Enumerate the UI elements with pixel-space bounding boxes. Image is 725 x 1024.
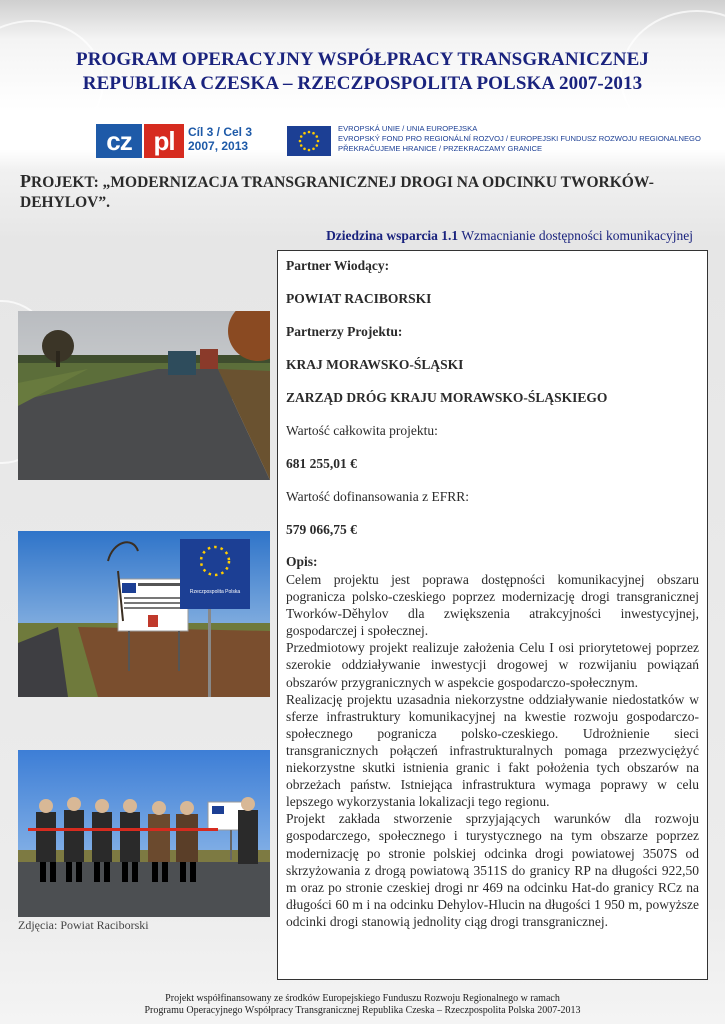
project-prefix-first: P <box>20 171 31 191</box>
partners-label: Partnerzy Projektu: <box>286 324 403 339</box>
eu-line: EVROPSKÝ FOND PRO REGIONÁLNÍ ROZVOJ / EUROPEJSKI FUNDUSZ ROZWOJU REGIONALNEGO <box>338 134 701 143</box>
total-value: 681 255,01 € <box>286 456 357 471</box>
eu-star-icon <box>299 140 302 143</box>
total-value-label: Wartość całkowita projektu: <box>286 423 438 438</box>
eu-star-icon <box>312 147 315 150</box>
eu-flag-icon <box>287 126 331 156</box>
lead-partner-label: Partner Wiodący: <box>286 258 390 273</box>
eu-star-icon <box>308 149 311 152</box>
eu-star-icon <box>300 135 303 138</box>
efrr-value-label: Wartość dofinansowania z EFRR: <box>286 489 470 504</box>
support-area <box>0 228 693 244</box>
partner-1: KRAJ MORAWSKO-ŚLĄSKI <box>286 357 464 372</box>
eu-star-icon <box>308 131 311 134</box>
czpl-logo <box>96 124 256 158</box>
project-title-text: : „MODERNIZACJA TRANSGRANICZNEJ DROGI NA ODCINKU TWORKÓW-DEHYLOV”. <box>20 174 654 211</box>
program-title-line2: REPUBLIKA CZESKA – RZECZPOSPOLITA POLSKA 2007-2013 <box>82 73 643 94</box>
eu-line: PŘEKRAČUJEME HRANICE / PRZEKRACZAMY GRANICE <box>338 144 543 153</box>
eu-star-icon <box>317 140 320 143</box>
eu-star-icon <box>315 135 318 138</box>
sign-text: Rzeczpospolita Polska <box>189 589 241 595</box>
description-paragraph: Przedmiotowy projekt realizuje założenia Celu I osi priorytetowej poprzez szerokie oddziaływanie inwestycji drogowej w rozwijaniu powiązań obszarów przygranicznych w aspekcie gospodarczo-społecznym. <box>286 640 699 690</box>
eu-star-icon <box>303 132 306 135</box>
description-paragraph: Realizację projektu uzasadnia niekorzystne oddziaływanie niedostatków w sferze infrastruktury komunikacyjnej na kwestie rozwoju gospodarczo-społecznego pogranicza polsko-czeskiego. Udrożnienie sieci transgranicznych połączeń infrastrukturalnych pomaga przezwyciężyć niekorzystne skutki istnienia granic i fakt położenia tych obszarów na obrzeżach państw. Istniejąca infrastruktura wymaga poprawy w celu lepszego wykorzystania lokalizacji tego regionu. <box>286 691 699 810</box>
project-prefix-rest: ROJEKT <box>31 174 94 191</box>
description-paragraph: Celem projektu jest poprawa dostępności komunikacyjnej obszaru pogranicza polsko-czeskiego poprzez modernizację drogi transgranicznej Tworków-Děhylov dla zwiększenia atrakcyjności inwestycyjnej, gospodarczej i społecznej. <box>286 572 699 639</box>
description-paragraph: Projekt zakłada stworzenie sprzyjających warunków dla rozwoju gospodarczego, społecznego i turystycznego na tym obszarze poprzez modernizację po stronie polskiej odcinka drogi powiatowej 3507S od skrzyżowania z drogą powiatową 3511S do granicy RP na długości 922,50 m oraz po stronie czeskiej drogi nr 469 na odcinku Hat-do granicy RCz na długości 60 m i na odcinku Dehylov-Hlucin na długości 1 950 m, powyższe odcinki drogi stanowią jednolity ciąg drogi transgranicznej. <box>286 811 699 929</box>
eu-logo-text <box>338 124 701 154</box>
description-text <box>286 571 699 930</box>
support-area-label: Dziedzina wsparcia 1.1 <box>326 228 459 243</box>
logo-cz-text: cz <box>96 124 142 158</box>
description-label: Opis: <box>286 554 318 569</box>
footer-line1: Projekt współfinansowany ze środków Europejskiego Funduszu Rozwoju Regionalnego w ramach <box>165 993 560 1004</box>
project-title <box>20 171 720 213</box>
logo-cil-line2: 2007, 2013 <box>188 139 249 153</box>
eu-star-icon <box>315 144 318 147</box>
eu-star-icon <box>300 144 303 147</box>
support-area-text: Wzmacnianie dostępności komunikacyjnej <box>458 228 693 243</box>
photo-caption-label: Zdjęcia <box>18 918 54 932</box>
eu-line: EVROPSKÁ UNIE / UNIA EUROPEJSKA <box>338 124 478 133</box>
program-title-line1: PROGRAM OPERACYJNY WSPÓŁPRACY TRANSGRANICZNEJ <box>76 49 649 70</box>
efrr-value: 579 066,75 € <box>286 522 357 537</box>
logo-cil-line1: Cíl 3 / Cel 3 <box>188 125 253 139</box>
eu-star-icon <box>312 132 315 135</box>
photo-ribbon-cutting <box>18 750 270 917</box>
photo-caption-text: : Powiat Raciborski <box>53 918 149 932</box>
partner-2: ZARZĄD DRÓG KRAJU MORAWSKO-ŚLĄSKIEGO <box>286 390 608 405</box>
footer-line2: Programu Operacyjnego Współpracy Transgranicznej Republika Czeska – Rzeczpospolita Polska 2007-2013 <box>144 1005 581 1016</box>
photo-border-sign <box>18 531 270 697</box>
page-footer <box>0 993 725 1017</box>
lead-partner-value: POWIAT RACIBORSKI <box>286 291 432 306</box>
program-title <box>0 48 725 96</box>
project-info-box <box>277 250 708 980</box>
photo-road-trucks <box>18 311 270 480</box>
logo-pl-text: pl <box>144 124 184 158</box>
logo-cil-text <box>188 125 252 153</box>
photo-caption <box>18 918 149 933</box>
eu-star-icon <box>303 147 306 150</box>
